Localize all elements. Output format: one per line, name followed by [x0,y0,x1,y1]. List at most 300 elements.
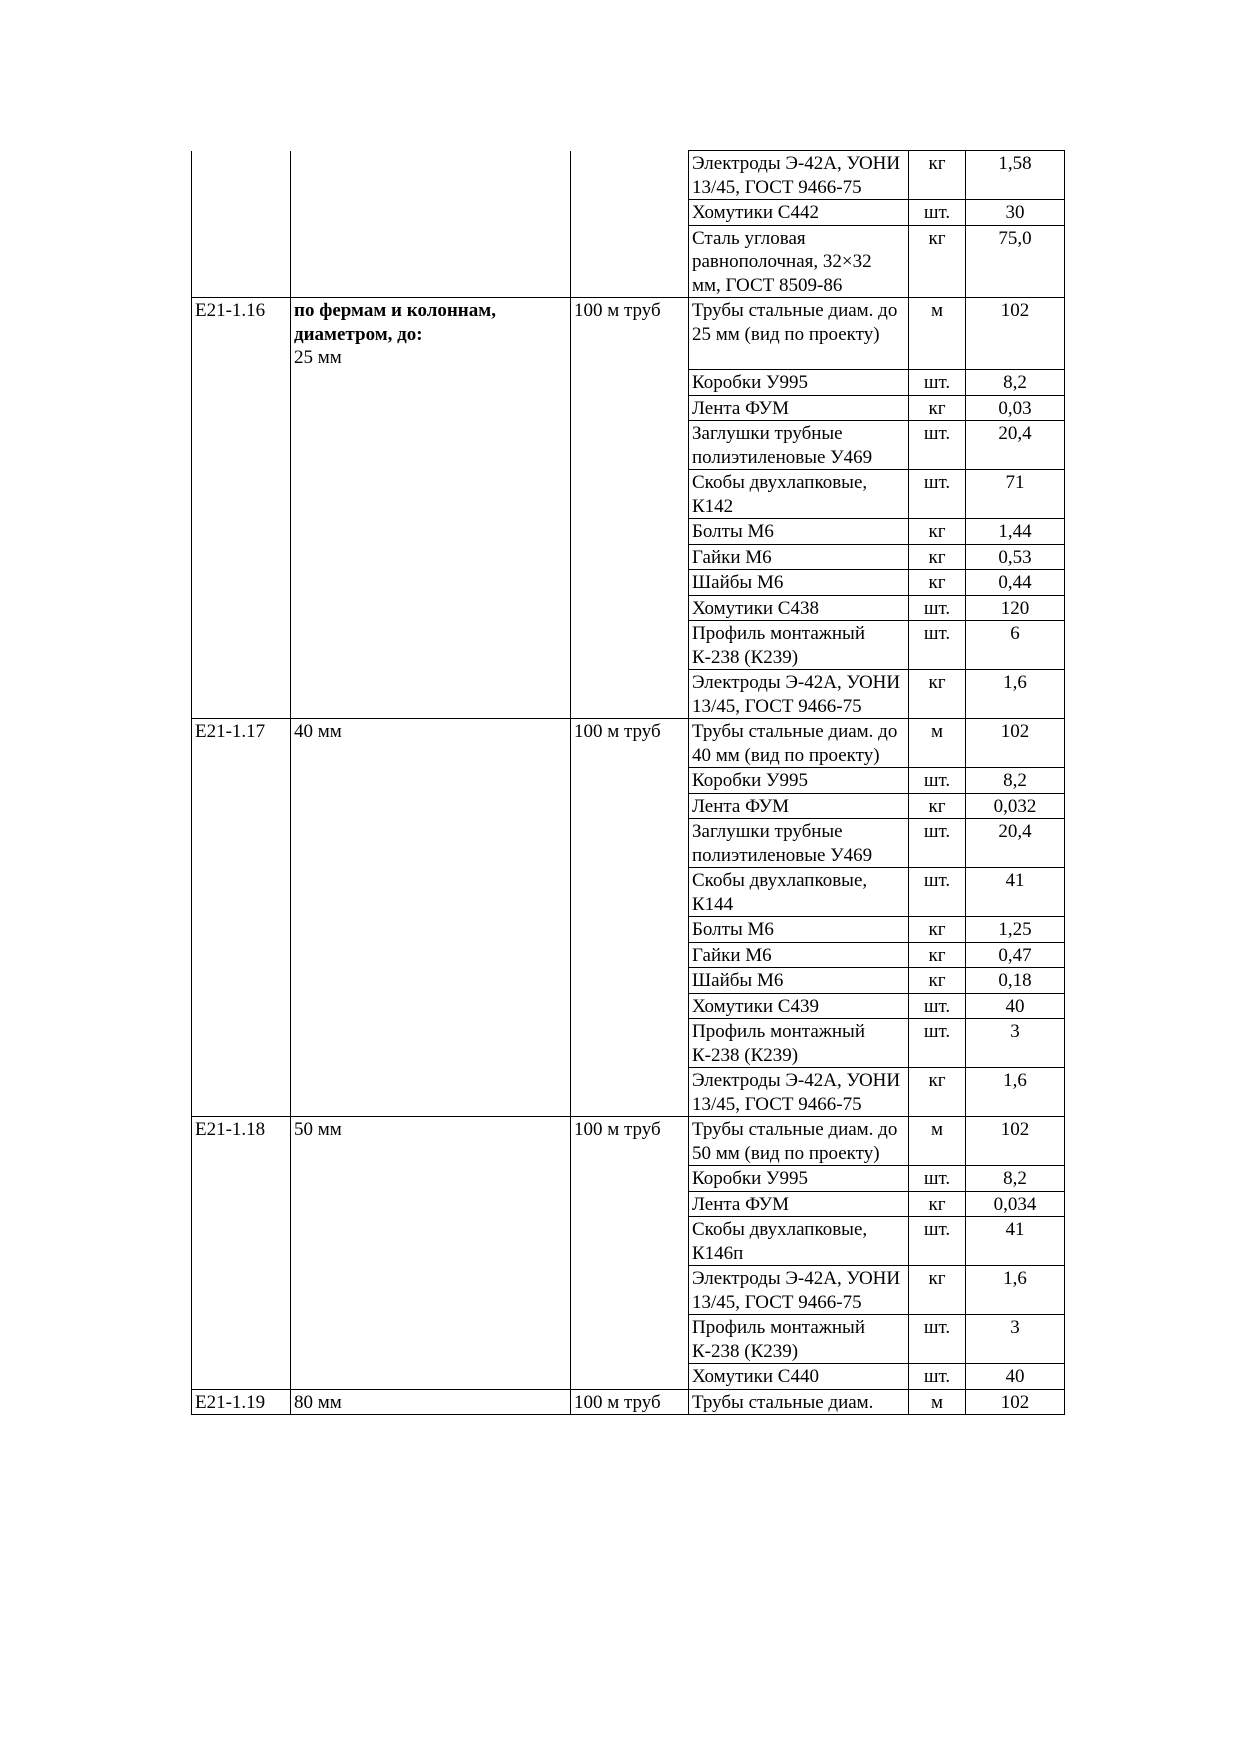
norm-name-cell [291,1117,571,1166]
resource-unit-cell [909,1389,966,1415]
table-row [192,225,1065,298]
resource-name-cell [689,151,909,200]
resource-unit: кг [928,1268,946,1289]
norm-name-cell [291,519,571,545]
norm-name-cell [291,768,571,794]
resource-qty-cell [966,1315,1065,1364]
norm-code-cell [192,768,291,794]
resource-name: Лента ФУМ [692,795,789,817]
resource-qty: 102 [1000,1119,1030,1140]
resource-unit-cell [909,1166,966,1192]
table-row [192,1117,1065,1166]
table-row [192,1217,1065,1266]
resource-unit-cell [909,151,966,200]
norm-unit-cell [571,470,689,519]
norm-unit-cell [571,570,689,596]
resource-name: Скобы двухлапковые, К146п [692,1219,868,1264]
resource-name-cell [689,1389,909,1415]
norm-name-cell [291,1389,571,1415]
norm-code-cell [192,1315,291,1364]
resource-unit-cell [909,470,966,519]
resource-unit: кг [928,672,946,693]
resource-name: Трубы стальные диам. до 40 мм (вид по проекту) [692,721,898,766]
resource-unit-cell [909,370,966,396]
resource-unit-cell [909,298,966,370]
resource-qty-cell [966,421,1065,470]
resource-qty-cell [966,868,1065,917]
resource-unit-cell [909,819,966,868]
norm-name-cell [291,793,571,819]
norm-unit-cell [571,621,689,670]
norm-name-cell [291,1166,571,1192]
resource-qty-cell [966,670,1065,719]
resource-name: Электроды Э-42А, УОНИ 13/45, ГОСТ 9466-75 [692,153,901,198]
norm-code: Е21-1.18 [195,1119,266,1140]
table-row [192,595,1065,621]
resource-unit: кг [928,795,946,817]
norm-code-cell [192,595,291,621]
resource-unit: кг [928,397,946,419]
norm-code-cell [192,225,291,298]
resource-name: Гайки М6 [692,944,772,966]
norm-unit-cell [571,1364,689,1390]
table-row [192,1389,1065,1415]
norm-code-cell [192,1117,291,1166]
resource-qty-cell [966,1389,1065,1415]
norm-unit-cell [571,1389,689,1415]
resource-name: Электроды Э-42А, УОНИ 13/45, ГОСТ 9466-75 [692,1268,901,1313]
norm-code-cell [192,544,291,570]
resource-name-cell [689,917,909,943]
norm-unit-cell [571,370,689,396]
resource-name-cell [689,1117,909,1166]
resource-qty-cell [966,1068,1065,1117]
resource-qty: 1,44 [998,521,1032,542]
resource-qty: 0,53 [998,546,1032,568]
norm-name-cell [291,470,571,519]
table-row [192,298,1065,370]
table-row [192,1364,1065,1390]
resource-qty: 8,2 [1003,372,1027,393]
table-row [192,470,1065,519]
norm-name-cell [291,968,571,994]
norm-code: Е21-1.19 [195,1391,266,1413]
resource-unit-cell [909,544,966,570]
resource-unit-cell [909,719,966,768]
table-row [192,621,1065,670]
resource-name: Профиль монтажный К-238 (К239) [692,1021,865,1066]
resource-qty-cell [966,942,1065,968]
table-row [192,719,1065,768]
norm-name-cell [291,1364,571,1390]
resource-qty-cell [966,793,1065,819]
resource-name: Электроды Э-42А, УОНИ 13/45, ГОСТ 9466-75 [692,1070,901,1115]
table-row [192,1019,1065,1068]
resource-name-cell [689,968,909,994]
resource-qty-cell [966,993,1065,1019]
norm-code-cell [192,1019,291,1068]
norm-unit-cell [571,993,689,1019]
norm-code-cell [192,968,291,994]
norm-name-cell [291,1315,571,1364]
resource-qty-cell [966,370,1065,396]
table-row [192,151,1065,200]
resource-unit-cell [909,621,966,670]
resource-unit: кг [928,944,946,966]
resource-unit: шт. [923,1168,951,1189]
resource-qty-cell [966,1191,1065,1217]
resource-qty-cell [966,298,1065,370]
resource-qty-cell [966,917,1065,943]
norm-unit-cell [571,544,689,570]
norm-unit: 100 м труб [574,721,661,742]
resource-qty: 40 [1005,1366,1025,1387]
norm-name-cell [291,917,571,943]
norm-name-cell [291,570,571,596]
resource-unit-cell [909,1315,966,1364]
resource-unit: шт. [923,423,951,444]
resource-unit: шт. [923,472,951,493]
norm-code-cell [192,519,291,545]
resource-qty: 3 [1010,1317,1020,1338]
norm-name-cell [291,1191,571,1217]
resource-unit: шт. [923,770,951,791]
resource-name: Лента ФУМ [692,1193,789,1215]
norm-unit-cell [571,200,689,226]
resource-unit: кг [928,521,946,542]
resource-unit: шт. [923,202,951,223]
resource-unit-cell [909,1217,966,1266]
table-row [192,1191,1065,1217]
resource-qty: 1,58 [998,153,1032,174]
table-row [192,968,1065,994]
norm-code-cell [192,1068,291,1117]
norm-code-cell [192,298,291,370]
norm-code-cell [192,370,291,396]
resource-name-cell [689,1364,909,1390]
resource-unit: м [930,1391,944,1413]
resource-name: Коробки У995 [692,770,808,791]
resource-qty-cell [966,570,1065,596]
resource-unit: кг [928,1070,946,1091]
resource-unit-cell [909,225,966,298]
table-row [192,1315,1065,1364]
norm-unit-cell [571,225,689,298]
norm-name-cell [291,1068,571,1117]
resource-qty-cell [966,819,1065,868]
resource-qty-cell [966,719,1065,768]
resource-name-cell [689,1217,909,1266]
resource-unit-cell [909,942,966,968]
norm-name: 50 мм [294,1119,342,1140]
resource-name: Коробки У995 [692,1168,808,1189]
resource-name-cell [689,621,909,670]
resource-name: Шайбы М6 [692,970,784,991]
norm-name-cell [291,1266,571,1315]
resource-unit-cell [909,1266,966,1315]
resource-qty-cell [966,151,1065,200]
resource-name: Профиль монтажный К-238 (К239) [692,623,865,668]
resource-unit: шт. [923,1366,951,1387]
norm-name-cell [291,544,571,570]
section-heading: по фермам и колоннам, диаметром, до: [294,300,496,345]
norm-name-cell [291,942,571,968]
resource-qty: 0,032 [993,795,1037,817]
resource-qty-cell [966,621,1065,670]
resource-unit: кг [928,227,946,249]
resource-unit: кг [928,153,946,174]
resource-name: Болты М6 [692,521,774,542]
norm-unit-cell [571,793,689,819]
resource-unit: шт. [923,623,951,644]
table-row [192,395,1065,421]
norm-unit-cell [571,968,689,994]
norm-code-cell [192,1266,291,1315]
norm-unit-cell [571,1315,689,1364]
norm-code-cell [192,1217,291,1266]
resource-qty-cell [966,1364,1065,1390]
norm-name: 80 мм [294,1391,342,1413]
norm-name-cell [291,395,571,421]
resource-name-cell [689,1266,909,1315]
resource-qty-cell [966,1117,1065,1166]
resource-name: Лента ФУМ [692,397,789,419]
norm-code-cell [192,719,291,768]
norm-code-cell [192,421,291,470]
resource-name: Гайки М6 [692,546,772,568]
norm-name-cell [291,670,571,719]
norm-name: 40 мм [294,721,342,742]
resource-name-cell [689,200,909,226]
norm-unit-cell [571,1068,689,1117]
norm-code: Е21-1.17 [195,721,266,742]
resource-unit: м [930,1119,944,1140]
resource-unit-cell [909,1019,966,1068]
norm-code-cell [192,570,291,596]
resource-qty-cell [966,395,1065,421]
resource-qty: 0,44 [998,572,1032,593]
resource-unit-cell [909,1191,966,1217]
norm-code-cell [192,670,291,719]
table-row [192,200,1065,226]
resource-qty: 0,47 [998,944,1032,966]
resource-qty: 102 [1000,721,1030,742]
norm-unit-cell [571,519,689,545]
resource-qty: 41 [1005,870,1025,891]
resource-unit-cell [909,1364,966,1390]
norm-code-cell [192,942,291,968]
table-row [192,670,1065,719]
resource-qty: 71 [1005,472,1025,493]
norm-unit-cell [571,595,689,621]
resource-name-cell [689,719,909,768]
resource-qty: 102 [1000,1391,1030,1413]
resource-qty: 6 [1010,623,1020,644]
resource-name-cell [689,421,909,470]
resource-name-cell [689,570,909,596]
norm-code-cell [192,470,291,519]
resource-unit: м [930,721,944,742]
resource-unit-cell [909,670,966,719]
resource-unit: шт. [923,372,951,393]
resource-unit-cell [909,917,966,943]
resource-qty: 1,6 [1003,672,1027,693]
norm-code-cell [192,1364,291,1390]
resource-unit-cell [909,395,966,421]
norm-unit-cell [571,151,689,200]
resource-qty-cell [966,470,1065,519]
resource-qty-cell [966,544,1065,570]
table-row [192,868,1065,917]
norm-unit-cell [571,1117,689,1166]
resource-qty: 41 [1005,1219,1025,1240]
resource-name: Заглушки трубные полиэтиленовые У469 [692,821,873,866]
resource-qty: 8,2 [1003,1168,1027,1189]
resource-name-cell [689,1191,909,1217]
resource-unit: кг [928,572,946,593]
norm-table [191,150,1065,1415]
norm-code-cell [192,819,291,868]
resource-name-cell [689,868,909,917]
resource-name-cell [689,1068,909,1117]
resource-qty: 1,25 [998,919,1032,940]
resource-name: Хомутики С440 [692,1366,819,1387]
resource-name: Трубы стальные диам. до 25 мм (вид по проекту) [692,300,898,345]
resource-qty-cell [966,968,1065,994]
norm-name-cell [291,868,571,917]
norm-name-cell [291,370,571,396]
resource-unit-cell [909,595,966,621]
resource-qty: 8,2 [1003,770,1027,791]
resource-unit-cell [909,570,966,596]
resource-unit-cell [909,993,966,1019]
resource-qty-cell [966,200,1065,226]
resource-name-cell [689,768,909,794]
resource-name: Шайбы М6 [692,572,784,593]
resource-name: Профиль монтажный К-238 (К239) [692,1317,865,1362]
resource-name-cell [689,519,909,545]
resource-name: Скобы двухлапковые, К144 [692,870,868,915]
norm-unit-cell [571,421,689,470]
resource-unit-cell [909,793,966,819]
resource-unit-cell [909,868,966,917]
table-row [192,519,1065,545]
resource-qty: 20,4 [998,423,1032,444]
resource-qty-cell [966,1266,1065,1315]
norm-unit-cell [571,1019,689,1068]
resource-qty: 0,034 [993,1193,1037,1215]
norm-table-body [192,151,1065,1415]
resource-unit-cell [909,968,966,994]
norm-name-cell [291,298,571,370]
norm-code-cell [192,621,291,670]
norm-unit-cell [571,768,689,794]
resource-unit: шт. [923,597,951,619]
resource-qty: 0,18 [998,970,1032,991]
resource-name-cell [689,993,909,1019]
norm-code-cell [192,151,291,200]
resource-qty: 1,6 [1003,1070,1027,1091]
norm-unit-cell [571,1217,689,1266]
norm-name-cell [291,621,571,670]
norm-unit-cell [571,917,689,943]
norm-unit-cell [571,942,689,968]
resource-qty: 120 [1000,597,1030,619]
resource-unit: кг [928,1193,946,1215]
table-row [192,942,1065,968]
norm-unit-cell [571,719,689,768]
resource-unit: м [930,300,944,321]
norm-code-cell [192,1191,291,1217]
norm-code-cell [192,1389,291,1415]
table-row [192,993,1065,1019]
norm-unit-cell [571,670,689,719]
norm-name-cell [291,151,571,200]
resource-name: Хомутики С439 [692,995,819,1017]
resource-qty-cell [966,519,1065,545]
table-row [192,768,1065,794]
resource-unit: кг [928,919,946,940]
norm-name: 25 мм [294,347,342,368]
norm-unit-cell [571,1266,689,1315]
resource-name-cell [689,1166,909,1192]
norm-code-cell [192,993,291,1019]
norm-name-cell [291,225,571,298]
resource-qty: 40 [1005,995,1025,1017]
resource-qty-cell [966,1166,1065,1192]
norm-code-cell [192,868,291,917]
table-row [192,819,1065,868]
resource-unit-cell [909,1117,966,1166]
resource-name: Трубы стальные диам. до 50 мм (вид по проекту) [692,1119,898,1164]
resource-unit: шт. [923,821,951,842]
norm-unit: 100 м труб [574,1391,661,1413]
resource-qty: 1,6 [1003,1268,1027,1289]
resource-unit: кг [928,970,946,991]
table-row [192,544,1065,570]
resource-qty: 75,0 [998,227,1032,249]
resource-name: Сталь угловая равнополочная, 32×32 мм, ГОСТ 8509-86 [692,227,872,296]
norm-unit-cell [571,1191,689,1217]
resource-unit: шт. [923,870,951,891]
resource-unit-cell [909,1068,966,1117]
resource-qty: 20,4 [998,821,1032,842]
norm-name-cell [291,719,571,768]
resource-qty-cell [966,1217,1065,1266]
resource-unit: шт. [923,1317,951,1338]
norm-code-cell [192,793,291,819]
resource-name: Заглушки трубные полиэтиленовые У469 [692,423,873,468]
norm-unit-cell [571,1166,689,1192]
table-row [192,1068,1065,1117]
norm-unit: 100 м труб [574,1119,661,1140]
resource-qty-cell [966,225,1065,298]
resource-unit-cell [909,421,966,470]
resource-unit: шт. [923,1219,951,1240]
resource-unit: шт. [923,995,951,1017]
table-row [192,370,1065,396]
norm-code-cell [192,395,291,421]
norm-unit-cell [571,819,689,868]
norm-code-cell [192,200,291,226]
norm-name-cell [291,993,571,1019]
norm-name-cell [291,1019,571,1068]
resource-name-cell [689,1019,909,1068]
resource-name-cell [689,395,909,421]
resource-name-cell [689,544,909,570]
resource-name-cell [689,819,909,868]
resource-name: Хомутики С438 [692,597,819,619]
